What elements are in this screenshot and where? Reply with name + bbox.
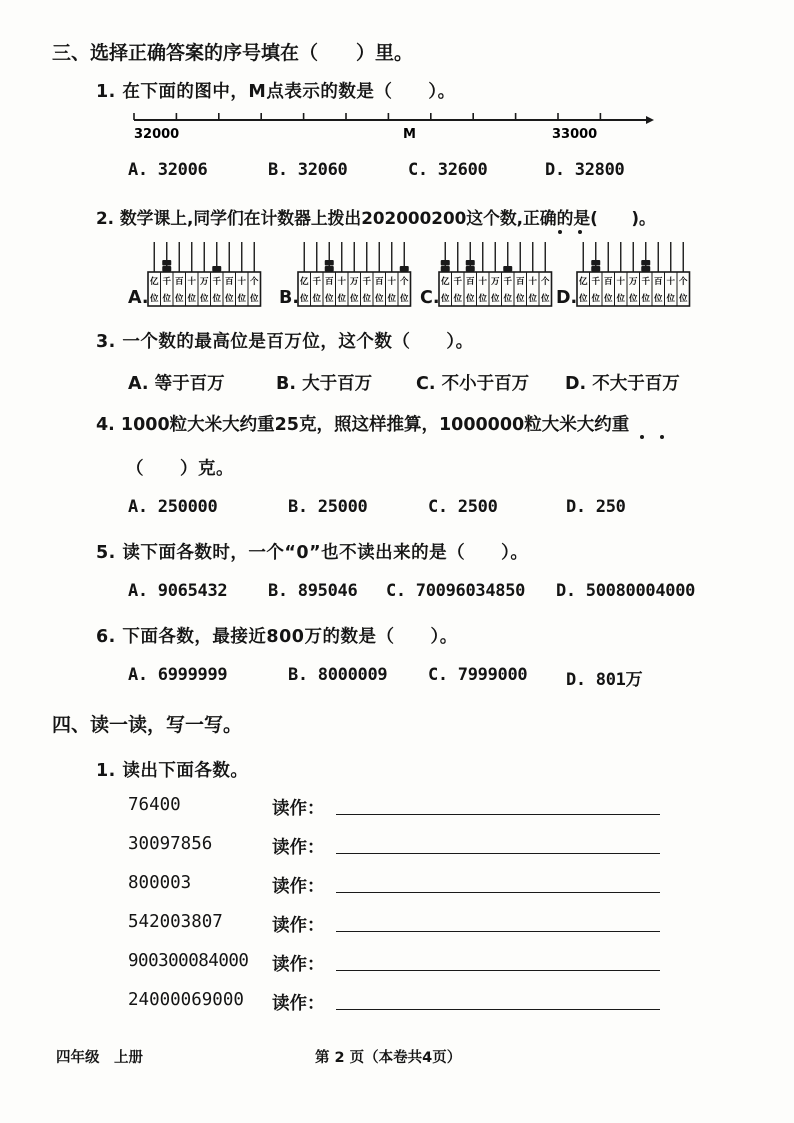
question-4-text-line1: 4. 1000粒大米大约重25克，照这样推算，1000000粒大米大约重: [96, 415, 630, 435]
q6-option-d[interactable]: D. 801万: [566, 670, 643, 690]
emphasis-dot: [640, 435, 644, 439]
abacus-unit-label: 位: [387, 294, 397, 304]
abacus-bead: [641, 260, 650, 266]
abacus-unit-label: 位: [324, 294, 334, 304]
abacus-place-label: 百: [653, 277, 663, 287]
section-3-title: 三、选择正确答案的序号填在（ ）里。: [52, 42, 414, 64]
q4-option-d[interactable]: D. 250: [566, 497, 626, 517]
q1-option-d[interactable]: D. 32800: [545, 160, 625, 180]
abacus-unit-label: 位: [337, 294, 347, 304]
answer-line-6[interactable]: [336, 1009, 660, 1010]
abacus-place-label: 亿: [578, 277, 588, 287]
abacus-unit-label: 位: [249, 294, 259, 304]
read-label-3: 读作：: [272, 877, 325, 897]
abacus-bead: [591, 266, 600, 272]
read-label-1: 读作：: [272, 799, 325, 819]
question-2-text: 2. 数学课上,同学们在计数器上拨出202000200这个数,正确的是( )。: [96, 208, 656, 228]
abacus-unit-label: 位: [162, 294, 172, 304]
abacus-bead: [441, 266, 450, 272]
abacus-unit-label: 位: [678, 294, 688, 304]
number-line: [128, 108, 658, 148]
abacus-unit-label: 位: [528, 294, 538, 304]
answer-line-3[interactable]: [336, 892, 660, 893]
abacus-unit-label: 位: [628, 294, 638, 304]
abacus-bead: [591, 260, 600, 266]
abacus-place-label: 个: [399, 277, 409, 287]
question-6-text: 6. 下面各数，最接近800万的数是（ ）。: [96, 627, 458, 647]
abacus-place-label: 十: [237, 277, 247, 287]
q2-option-b[interactable]: B.: [279, 288, 299, 308]
abacus-place-label: 百: [603, 277, 613, 287]
answer-line-1[interactable]: [336, 814, 660, 815]
numberline-left-label: 32000: [134, 127, 180, 142]
abacus-place-label: 亿: [440, 277, 450, 287]
q4-option-b[interactable]: B. 25000: [288, 497, 368, 517]
abacus-bead: [325, 266, 334, 272]
q3-option-b[interactable]: B. 大于百万: [276, 374, 373, 394]
abacus-unit-label: 位: [603, 294, 613, 304]
abacus-unit-label: 位: [515, 294, 525, 304]
abacus-unit-label: 位: [212, 294, 222, 304]
read-label-6: 读作：: [272, 994, 325, 1014]
abacus-place-label: 千: [503, 277, 513, 287]
abacus-place-label: 亿: [149, 277, 159, 287]
abacus-d[interactable]: [575, 240, 691, 310]
abacus-unit-label: 位: [374, 294, 384, 304]
abacus-place-label: 百: [374, 277, 384, 287]
q6-option-c[interactable]: C. 7999000: [428, 665, 528, 685]
abacus-place-label: 个: [249, 277, 259, 287]
abacus-unit-label: 位: [174, 294, 184, 304]
q4-option-c[interactable]: C. 2500: [428, 497, 498, 517]
abacus-place-label: 千: [362, 277, 372, 287]
abacus-bead: [441, 260, 450, 266]
abacus-bead: [212, 266, 221, 272]
abacus-place-label: 千: [212, 277, 222, 287]
read-number-6: 24000069000: [128, 990, 244, 1010]
abacus-bead: [162, 266, 171, 272]
abacus-bead: [325, 260, 334, 266]
abacus-place-label: 千: [591, 277, 601, 287]
abacus-unit-label: 位: [299, 294, 309, 304]
abacus-bead: [400, 266, 409, 272]
q3-option-d[interactable]: D. 不大于百万: [565, 374, 680, 394]
read-number-2: 30097856: [128, 834, 213, 854]
abacus-unit-label: 位: [362, 294, 372, 304]
abacus-unit-label: 位: [453, 294, 463, 304]
abacus-place-label: 百: [465, 277, 475, 287]
abacus-unit-label: 位: [591, 294, 601, 304]
abacus-unit-label: 位: [224, 294, 234, 304]
read-label-5: 读作：: [272, 955, 325, 975]
q5-option-b[interactable]: B. 895046: [268, 581, 358, 601]
abacus-unit-label: 位: [199, 294, 209, 304]
abacus-unit-label: 位: [503, 294, 513, 304]
q1-option-c[interactable]: C. 32600: [408, 160, 488, 180]
abacus-unit-label: 位: [653, 294, 663, 304]
abacus-unit-label: 位: [399, 294, 409, 304]
abacus-unit-label: 位: [237, 294, 247, 304]
read-number-5: 900300084000: [128, 951, 249, 971]
section-4-title: 四、读一读，写一写。: [52, 714, 243, 736]
q1-option-b[interactable]: B. 32060: [268, 160, 348, 180]
footer-grade: 四年级 上册: [56, 1050, 143, 1066]
q5-option-a[interactable]: A. 9065432: [128, 581, 228, 601]
abacus-unit-label: 位: [540, 294, 550, 304]
abacus-place-label: 百: [324, 277, 334, 287]
abacus-place-label: 百: [224, 277, 234, 287]
abacus-place-label: 十: [387, 277, 397, 287]
emphasis-dot: [578, 230, 582, 234]
q4-option-a[interactable]: A. 250000: [128, 497, 218, 517]
q2-option-a[interactable]: A.: [128, 288, 149, 308]
q2-option-d[interactable]: D.: [556, 288, 578, 308]
abacus-place-label: 千: [641, 277, 651, 287]
question-5-text: 5. 读下面各数时，一个“0”也不读出来的是（ ）。: [96, 543, 529, 563]
read-number-4: 542003807: [128, 912, 223, 932]
abacus-bead: [466, 266, 475, 272]
abacus-unit-label: 位: [578, 294, 588, 304]
abacus-place-label: 十: [337, 277, 347, 287]
footer-page-number: 第 2 页（本卷共4页）: [315, 1050, 462, 1066]
question-3-text: 3. 一个数的最高位是百万位，这个数（ ）。: [96, 332, 474, 352]
read-label-4: 读作：: [272, 916, 325, 936]
abacus-place-label: 百: [515, 277, 525, 287]
abacus-unit-label: 位: [641, 294, 651, 304]
abacus-place-label: 亿: [299, 277, 309, 287]
abacus-unit-label: 位: [440, 294, 450, 304]
q3-option-c[interactable]: C. 不小于百万: [416, 374, 530, 394]
read-number-3: 800003: [128, 873, 192, 893]
q3-option-a[interactable]: A. 等于百万: [128, 374, 225, 394]
read-label-2: 读作：: [272, 838, 325, 858]
q6-option-a[interactable]: A. 6999999: [128, 665, 228, 685]
abacus-place-label: 千: [453, 277, 463, 287]
section-4-question-1-text: 1. 读出下面各数。: [96, 761, 249, 781]
abacus-place-label: 万: [349, 277, 359, 287]
abacus-unit-label: 位: [478, 294, 488, 304]
abacus-unit-label: 位: [490, 294, 500, 304]
q6-option-b[interactable]: B. 8000009: [288, 665, 388, 685]
answer-line-4[interactable]: [336, 931, 660, 932]
abacus-place-label: 千: [312, 277, 322, 287]
emphasis-dot: [660, 435, 664, 439]
abacus-unit-label: 位: [465, 294, 475, 304]
abacus-place-label: 十: [528, 277, 538, 287]
abacus-place-label: 百: [174, 277, 184, 287]
question-4-text-line2: （ ）克。: [126, 459, 234, 479]
abacus-bead: [503, 266, 512, 272]
abacus-place-label: 万: [490, 277, 500, 287]
abacus-bead: [641, 266, 650, 272]
abacus-place-label: 个: [678, 277, 688, 287]
abacus-b[interactable]: [296, 240, 412, 310]
abacus-place-label: 十: [616, 277, 626, 287]
answer-line-5[interactable]: [336, 970, 660, 971]
abacus-place-label: 千: [162, 277, 172, 287]
q2-option-c[interactable]: C.: [420, 288, 440, 308]
q1-option-a[interactable]: A. 32006: [128, 160, 208, 180]
abacus-unit-label: 位: [349, 294, 359, 304]
numberline-m-label: M: [403, 127, 416, 142]
abacus-place-label: 十: [187, 277, 197, 287]
numberline-right-label: 33000: [552, 127, 598, 142]
abacus-unit-label: 位: [666, 294, 676, 304]
emphasis-dot: [558, 230, 562, 234]
abacus-unit-label: 位: [149, 294, 159, 304]
abacus-a[interactable]: [146, 240, 262, 310]
abacus-c[interactable]: [437, 240, 553, 310]
abacus-unit-label: 位: [616, 294, 626, 304]
q5-option-d[interactable]: D. 50080004000: [556, 581, 696, 601]
abacus-bead: [162, 260, 171, 266]
answer-line-2[interactable]: [336, 853, 660, 854]
abacus-place-label: 个: [540, 277, 550, 287]
abacus-unit-label: 位: [312, 294, 322, 304]
abacus-place-label: 万: [199, 277, 209, 287]
question-1-text: 1. 在下面的图中，M点表示的数是（ ）。: [96, 82, 456, 102]
q5-option-c[interactable]: C. 70096034850: [386, 581, 526, 601]
abacus-place-label: 十: [666, 277, 676, 287]
abacus-bead: [466, 260, 475, 266]
read-number-1: 76400: [128, 795, 181, 815]
abacus-place-label: 万: [628, 277, 638, 287]
abacus-place-label: 十: [478, 277, 488, 287]
abacus-unit-label: 位: [187, 294, 197, 304]
